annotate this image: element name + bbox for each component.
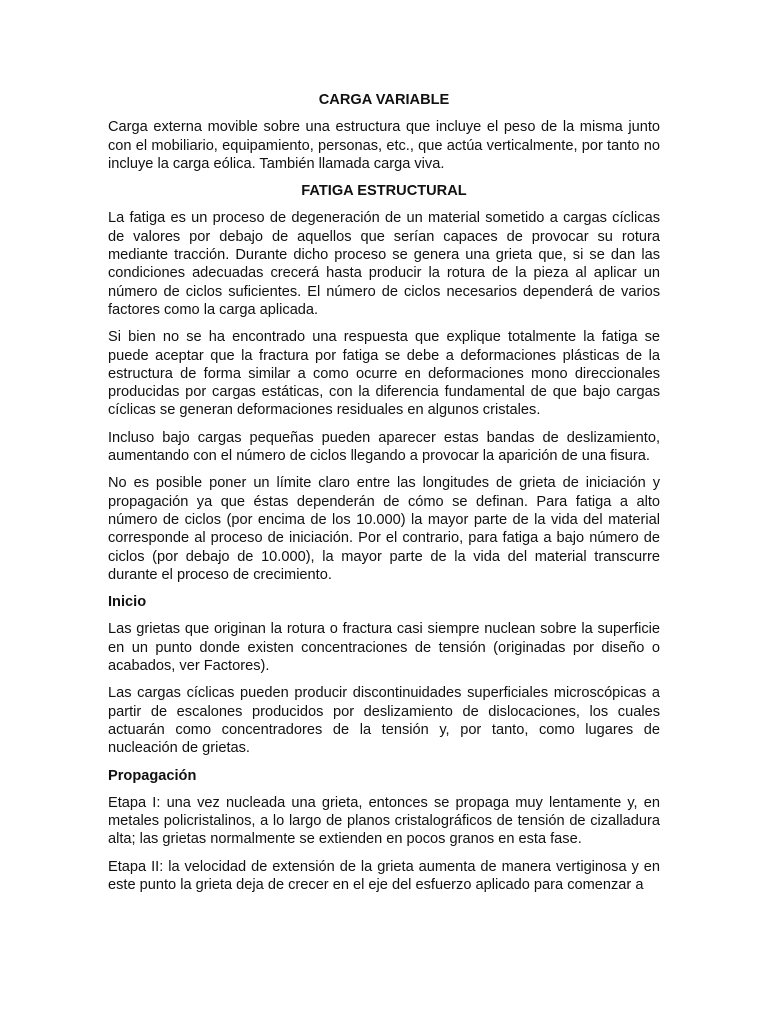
propagacion-paragraph-2: Etapa II: la velocidad de extensión de la grieta aumenta de manera vertiginosa y en este punto la grieta deja de crecer en el eje del esfuerzo aplicado para comenzar a — [108, 858, 660, 893]
section-title: FATIGA ESTRUCTURAL — [301, 183, 467, 200]
fatiga-paragraph-1: La fatiga es un proceso de degeneración de un material sometido a cargas cíclicas de valores por debajo de aquellos que serían capaces de provocar su rotura mediante tracción. Durante dicho proceso se genera una grieta que, si se dan las condiciones adecuadas crecerá hasta producir la rotura de la pieza al aplicar un número de ciclos suficientes. El número de ciclos necesarios dependerá de varios factores como la carga aplicada. — [108, 210, 660, 318]
page-title: CARGA VARIABLE — [318, 92, 450, 108]
fatiga-paragraph-4: No es posible poner un límite claro entre las longitudes de grieta de iniciación y propagación ya que éstas dependerán de cómo se definan. Para fatiga a alto número de ciclos (por encima de los 10.000) la mayor parte de la vida del material corresponde al proceso de iniciación. Por el contrario, para fatiga a bajo número de ciclos (por debajo de 10.000), la mayor parte de la vida del material transcurre durante el proceso de crecimiento. — [108, 475, 660, 583]
inicio-paragraph-1: Las grietas que originan la rotura o fractura casi siempre nuclean sobre la superficie en un punto donde existen concentraciones de tensión (originadas por diseño o acabados, ver Factores). — [108, 621, 660, 675]
fatiga-paragraph-2: Si bien no se ha encontrado una respuesta que explique totalmente la fatiga se puede aceptar que la fractura por fatiga se debe a deformaciones plásticas de la estructura de forma similar a como ocurre en deformaciones mono direccionales producidas por cargas estáticas, con la diferencia fundamental de que bajo cargas cíclicas se generan deformaciones residuales en algunos cristales. — [108, 329, 660, 419]
inicio-paragraph-2: Las cargas cíclicas pueden producir discontinuidades superficiales microscópicas a partir de escalones producidos por deslizamiento de dislocaciones, los cuales actuarán como concentradores de la tensión y, por tanto, como lugares de nucleación de grietas. — [108, 685, 660, 757]
fatiga-paragraph-3: Incluso bajo cargas pequeñas pueden aparecer estas bandas de deslizamiento, aumentando con el número de ciclos llegando a provocar la aparición de una fisura. — [108, 429, 660, 465]
inicio-heading: Inicio — [108, 594, 147, 611]
propagacion-heading: Propagación — [108, 767, 197, 784]
intro-paragraph: Carga externa movible sobre una estructura que incluye el peso de la misma junto con el mobiliario, equipamiento, personas, etc., que actúa verticalmente, por tanto no incluye la carga eólica. También llamada carga viva. — [108, 119, 660, 172]
propagacion-paragraph-1: Etapa I: una vez nucleada una grieta, entonces se propaga muy lentamente y, en metales policristalinos, a lo largo de planos cristalográficos de tensión de cizalladura alta; las grietas normalmente se extienden en pocos granos en esta fase. — [108, 794, 660, 848]
